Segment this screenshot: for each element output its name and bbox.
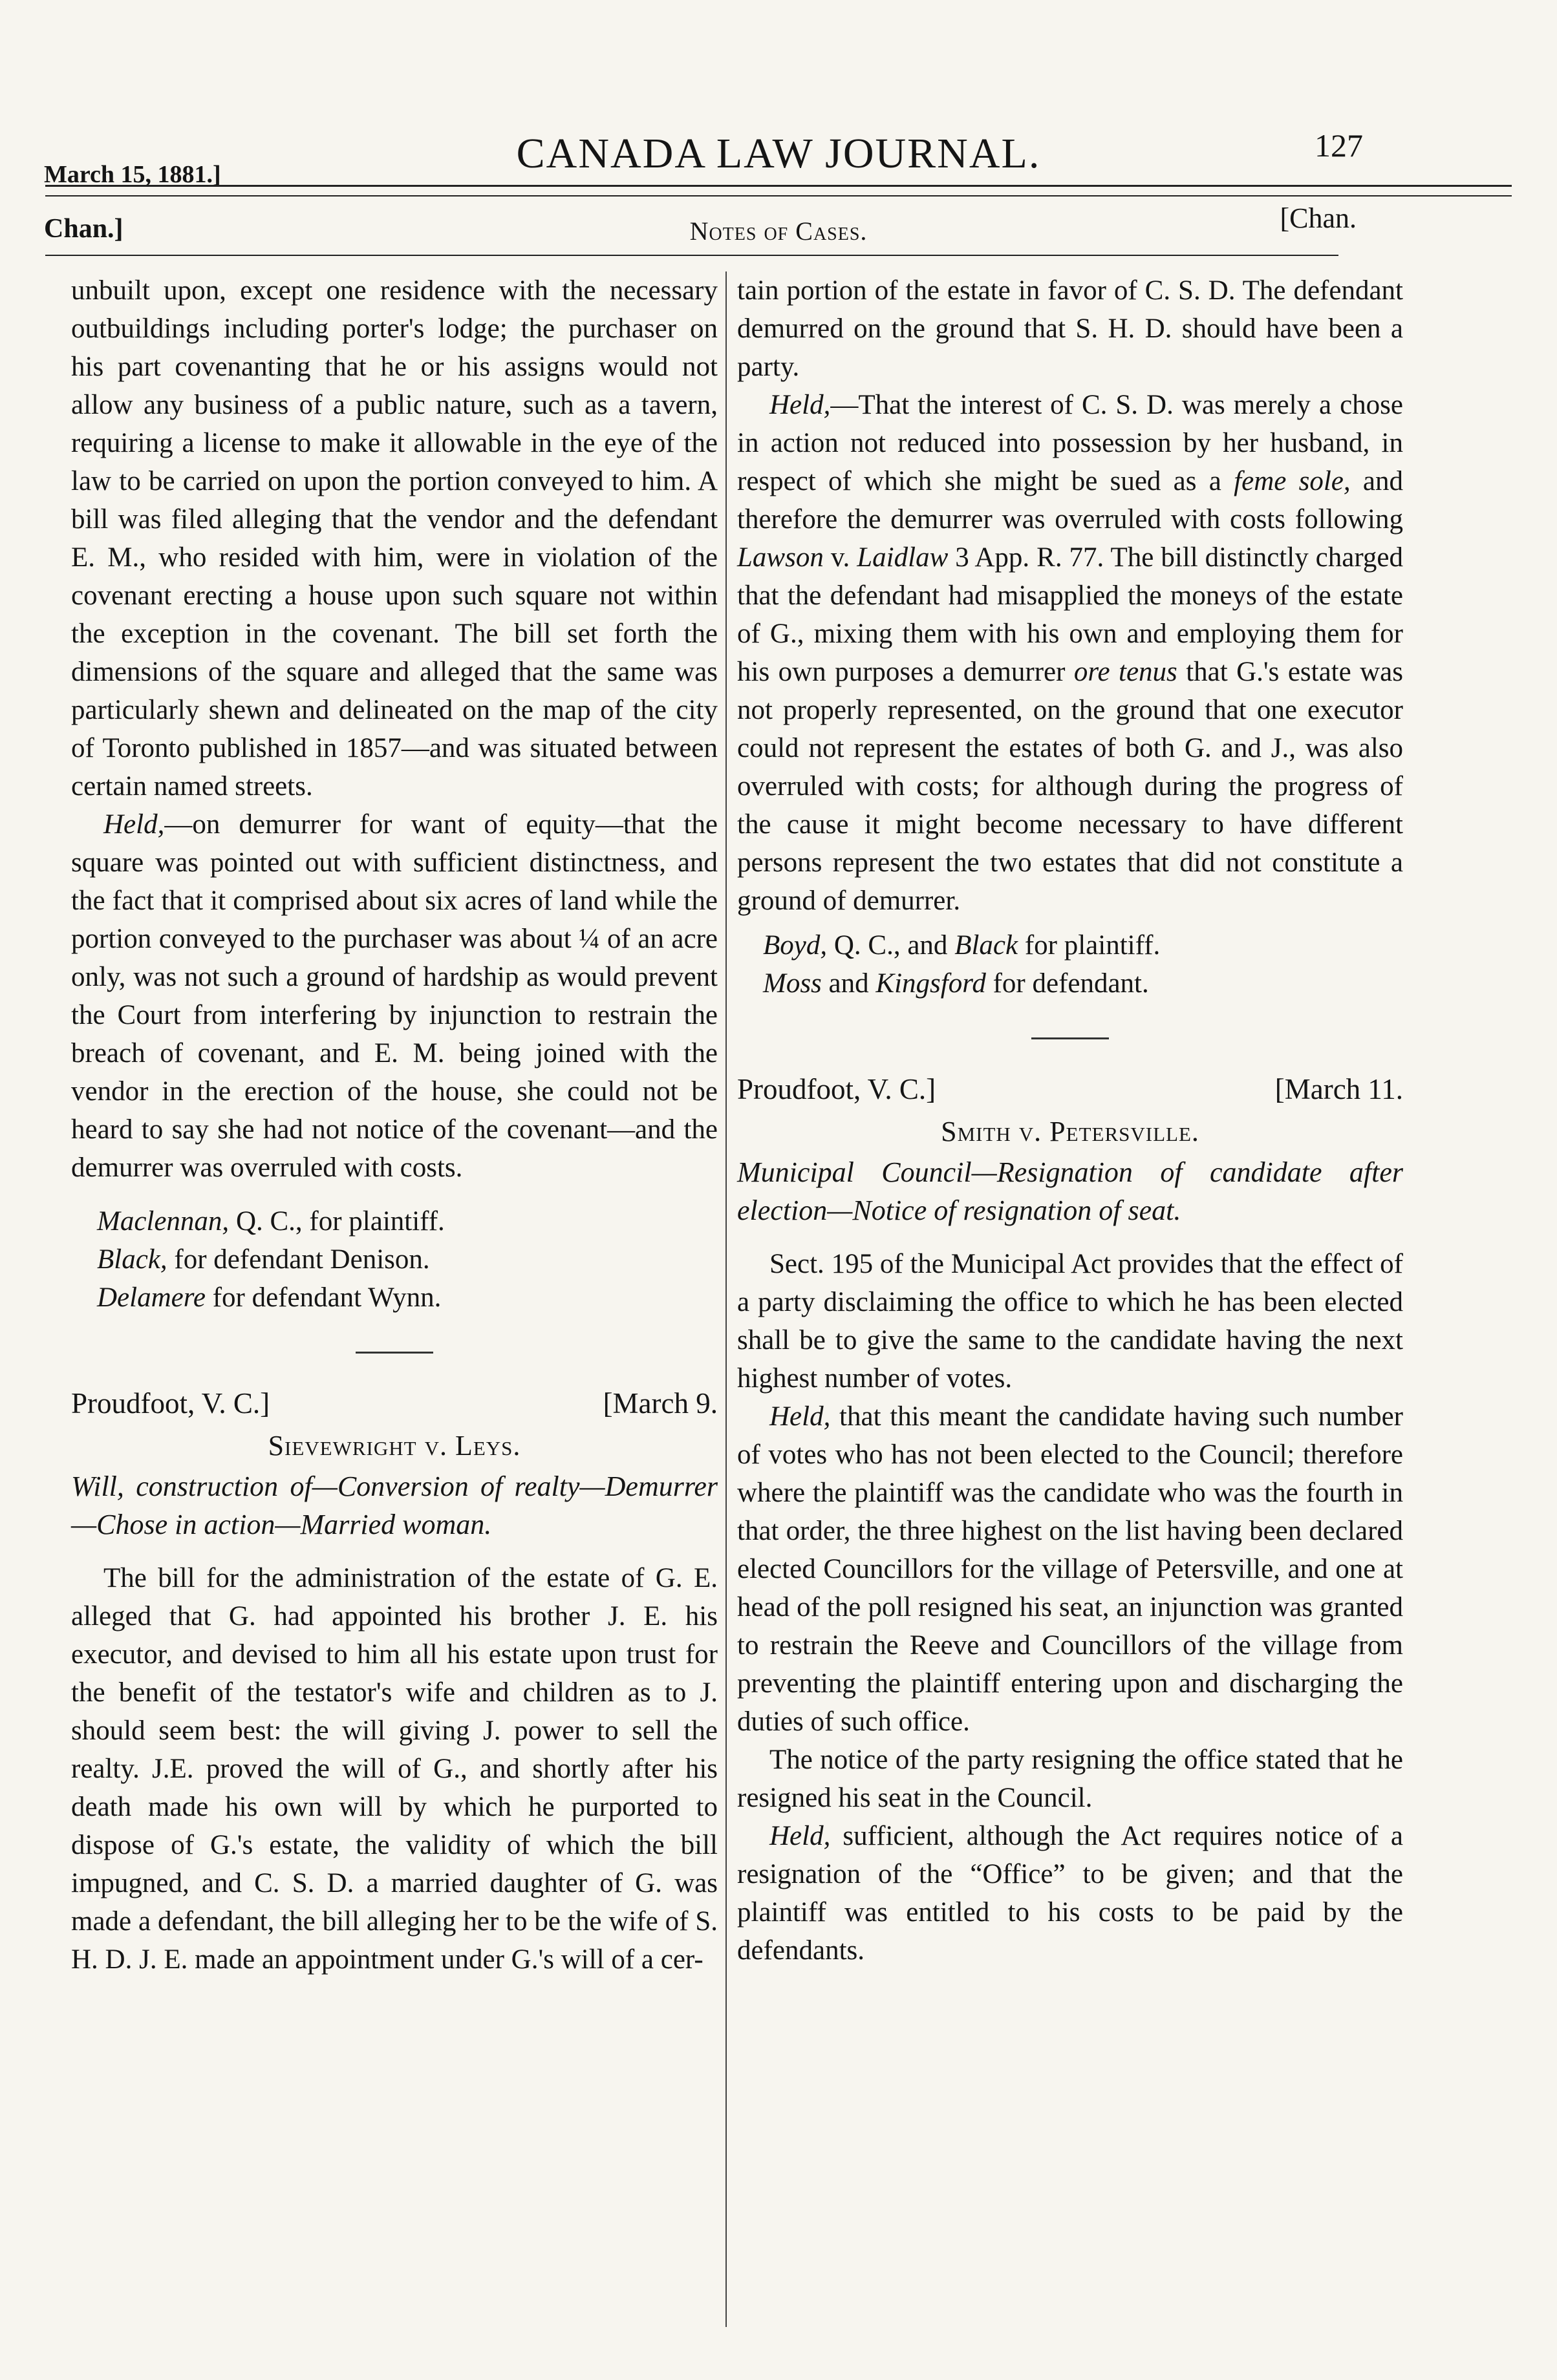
counsel-role: for defendant Denison. bbox=[167, 1244, 430, 1275]
cited-party: Lawson bbox=[737, 542, 824, 573]
latin-term: ore tenus bbox=[1073, 657, 1177, 687]
holding-paragraph bbox=[737, 386, 1403, 920]
holding-text: that G.'s estate was not properly represented, on the ground that one executor could not represent the estates of both G. and J., was also overruled with costs; for although during the progress of the cause it might become necessary to have different persons represent the two estates that did not constitute a ground of demurrer. bbox=[737, 657, 1403, 916]
section-label-left: Chan.] bbox=[44, 214, 123, 244]
case-text: tain portion of the estate in favor of C. S. D. The defendant demurred on the ground that S. H. D. should have been a party. bbox=[737, 275, 1403, 382]
holding-paragraph bbox=[71, 805, 718, 1187]
holding-text: —That the interest of C. S. D. was merely a chose in action not reduced into possession by her husband, in respect of which she might be sued as a bbox=[737, 390, 1403, 496]
case-title: Smith v. Petersville. bbox=[941, 1116, 1199, 1147]
counsel-role: for defendant Wynn. bbox=[205, 1282, 442, 1313]
issue-date: March 15, 1881.] bbox=[44, 161, 221, 188]
section-rule bbox=[45, 255, 1338, 256]
case-text: The notice of the party resigning the office stated that he resigned his seat in the Council. bbox=[737, 1745, 1403, 1813]
case-text: unbuilt upon, except one residence with the necessary outbuildings including porter's lodge; the purchaser on his part covenanting that he or his assigns would not allow any business of a public nature, such as a tavern, requiring a license to make it allowable in the eye of the law to be carried on upon the portion conveyed to him. A bill was filed alleging that the vendor and the defendant E. M., who resided with him, were in violation of the covenant erecting a house upon such square not within the exception in the covenant. The bill set forth the dimensions of the square and alleged that the same was particularly shewn and delineated on the map of the city of Toronto published in 1857—and was situated between certain named streets. bbox=[71, 275, 718, 802]
counsel-name: Kingsford bbox=[875, 968, 986, 999]
holding-paragraph bbox=[737, 1397, 1403, 1741]
counsel-name: Moss bbox=[763, 968, 822, 999]
holding-text: sufficient, although the Act requires notice of a resignation of the “Office” to be given; and that the plaintiff was entitled to his costs to be paid by the defendants. bbox=[737, 1821, 1403, 1966]
versus: v. bbox=[823, 542, 857, 573]
cited-party: Laidlaw bbox=[857, 542, 949, 573]
court-date: [March 11. bbox=[1274, 1073, 1403, 1105]
counsel-name: Maclennan, bbox=[97, 1206, 230, 1237]
case-text: Sect. 195 of the Municipal Act provides that the effect of a party disclaiming the office to which he has been elected shall be to give the same to the candidate having the next highest number of votes. bbox=[737, 1249, 1403, 1394]
right-column bbox=[737, 271, 1403, 1970]
court-line bbox=[71, 1385, 718, 1423]
case-separator bbox=[1031, 1037, 1109, 1039]
counsel-name: Black bbox=[954, 930, 1018, 961]
counsel-role: for defendant. bbox=[985, 968, 1149, 999]
holding-text: 3 App. R. 77. The bill distinctly charged that the defendant had misapplied the moneys of the estate of G., mixing them with his own and employing them for his own purposes a demurrer bbox=[737, 542, 1403, 687]
journal-title: CANADA LAW JOURNAL. bbox=[516, 130, 1041, 177]
holding-text: —on demurrer for want of equity—that the square was pointed out with sufficient distinctness, and the fact that it comprised about six acres of land while the portion conveyed to the purchaser was about ¼ of an acre only, was not such a ground of hardship as would prevent the Court from interfering by injunction to restrain the breach of covenant, and E. M. being joined with the vendor in the erection of the house, she could not be heard to say she had not notice of the covenant—and the demurrer was overruled with costs. bbox=[71, 809, 718, 1183]
held-label: Held, bbox=[103, 809, 165, 840]
case-text: The bill for the administration of the estate of G. E. alleged that G. had appointed his brother J. E. his executor, and devised to him all his estate upon trust for the benefit of the testator's wife and children as to J. should seem best: the will giving J. power to sell the realty. J.E. proved the will of G., and shortly after his death made his own will by which he purported to dispose of G.'s estate, the validity of which the bill impugned, and C. S. D. a married daughter of G. was made a defendant, the bill alleging her to be the wife of S. H. D. J. E. made an appointment under G.'s will of a cer- bbox=[71, 1563, 718, 1975]
left-column bbox=[71, 271, 718, 1979]
counsel-role: Q. C., for plaintiff. bbox=[229, 1206, 445, 1237]
held-label: Held, bbox=[769, 1401, 831, 1432]
court-line bbox=[737, 1070, 1403, 1109]
counsel-name: Delamere bbox=[97, 1282, 206, 1313]
counsel-role: Q. C., and bbox=[827, 930, 955, 961]
case-separator bbox=[356, 1352, 433, 1354]
court-date: [March 9. bbox=[603, 1387, 718, 1419]
holding-text: that this meant the candidate having such number of votes who has not been elected to the Council; therefore where the plaintiff was the candidate who was the fourth in that order, the three highest on the list having been declared elected Councillors for the village of Petersville, and one at head of the poll resigned his seat, an injunction was granted to restrain the Reeve and Councillors of the village from preventing the plaintiff entering upon and discharging the duties of such office. bbox=[737, 1401, 1403, 1737]
header-rule-top bbox=[45, 185, 1512, 187]
counsel-name: Black, bbox=[97, 1244, 167, 1275]
court-judge: Proudfoot, V. C.] bbox=[737, 1073, 936, 1105]
header-rule-bottom bbox=[45, 195, 1512, 197]
court-judge: Proudfoot, V. C.] bbox=[71, 1387, 270, 1419]
section-label-right: [Chan. bbox=[1280, 202, 1357, 234]
case-headnote: Municipal Council—Resignation of candidate after election—Notice of resignation of seat. bbox=[737, 1156, 1403, 1226]
column-divider bbox=[725, 271, 727, 2327]
holding-text: and therefore the demurrer was overruled with costs following bbox=[737, 466, 1403, 535]
counsel-line bbox=[71, 1202, 718, 1240]
counsel-name: Boyd, bbox=[763, 930, 828, 961]
counsel-line bbox=[71, 1240, 718, 1279]
holding-paragraph bbox=[737, 1817, 1403, 1970]
counsel-line bbox=[71, 1279, 718, 1317]
held-label: Held, bbox=[769, 390, 831, 420]
latin-term: feme sole, bbox=[1234, 466, 1351, 496]
case-headnote: Will, construction of—Conversion of realty—Demurrer—Chose in action—Married woman. bbox=[71, 1471, 718, 1540]
section-title: Notes of Cases. bbox=[689, 217, 868, 246]
held-label: Held, bbox=[769, 1821, 831, 1851]
page-number: 127 bbox=[1315, 127, 1363, 164]
counsel-role: for plaintiff. bbox=[1018, 930, 1161, 961]
counsel-line bbox=[737, 964, 1403, 1003]
counsel-line bbox=[737, 926, 1403, 964]
counsel-role: and bbox=[821, 968, 876, 999]
case-title: Sievewright v. Leys. bbox=[268, 1430, 521, 1461]
